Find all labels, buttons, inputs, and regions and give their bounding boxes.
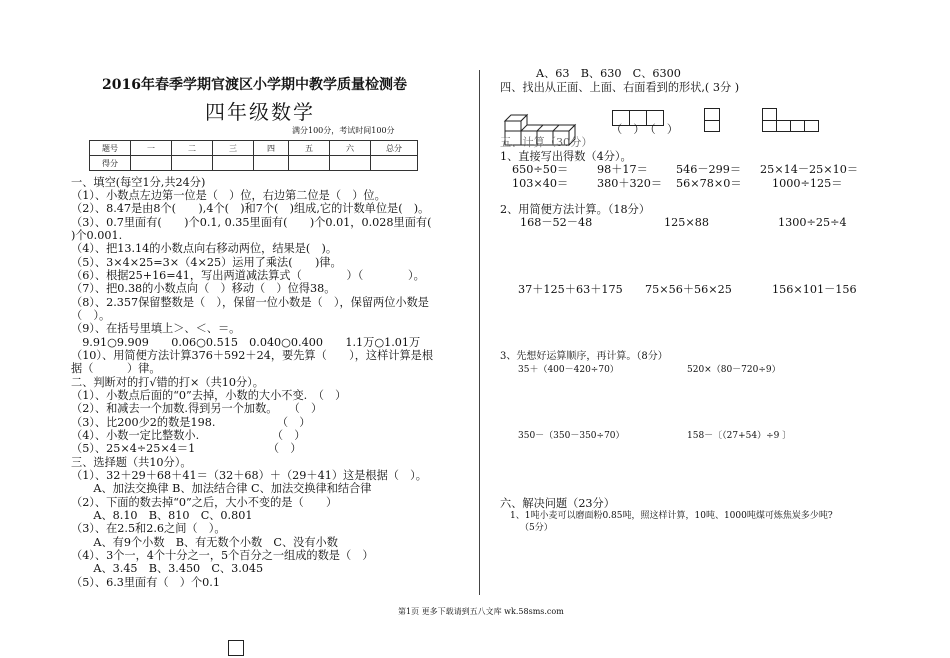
question-line: （1）、小数点左边第一位是（ ）位，右边第二位是（ ）位。: [71, 189, 386, 202]
exam-meta: 满分100分，考试时间100分: [292, 126, 395, 135]
question-line: （3）、在2.5和2.6之间（ ）。: [71, 522, 226, 535]
question-line: （1）、32＋29＋68＋41＝（32＋68）＋（29＋41）这是根据（ ）。: [71, 469, 427, 482]
score-cell[interactable]: [172, 156, 213, 171]
question-line: （2）、8.47是由8个( ),4个( )和7个( )组成,它的计数单位是( )。: [71, 202, 430, 215]
shape-cell: [804, 120, 819, 132]
question-line: A、有9个小数 B、有无数个小数 C、没有小数: [71, 536, 338, 549]
order-calc-heading: 3、先想好运算顺序，再计算。（8分）: [500, 351, 668, 362]
question-line: （5）、25×4÷25×4＝1 （ ）: [71, 442, 302, 455]
score-table-score-row: [90, 156, 418, 171]
question-line: （6）、根据25+16=41，写出两道减法算式（ ）（ ）。: [71, 269, 425, 282]
calc-item: 35＋（400－420÷70）: [518, 365, 619, 375]
question-line: 9.91○9.909 0.06○0.515 0.040○0.400 1.1万○1.01万: [71, 336, 421, 349]
question-line: （10）、用简便方法计算376＋592＋24，要先算（ ），这样计算是根: [71, 349, 434, 362]
question-line: )个0.001.: [71, 229, 123, 242]
question-line: （2）、下面的数去掉“0”之后，大小不变的是（ ）: [71, 496, 338, 509]
score-cell[interactable]: [371, 156, 418, 171]
shape-cell: [776, 120, 791, 132]
calc-item: 350－（350－350÷70）: [518, 431, 625, 441]
question-line: （1）、小数点后面的“0”去掉，小数的大小不变. （ ）: [71, 389, 347, 402]
section-5-heading: 五、计算（30分）: [500, 136, 593, 149]
question-line: （4）、小数一定比整数小. （ ）: [71, 429, 306, 442]
score-cell[interactable]: [131, 156, 172, 171]
section-1-heading: 一、填空(每空1分,共24分): [71, 176, 206, 189]
calc-item: 546－299＝: [676, 163, 742, 176]
column-divider: [479, 70, 480, 595]
choice-options: A、63 B、630 C、6300: [536, 67, 681, 80]
view-answer-blanks: （ ） （ ）: [611, 123, 679, 136]
question-line: 据（ ）律。: [71, 362, 161, 375]
question-line: A、加法交换律 B、加法结合律 C、加法交换律和结合律: [71, 482, 372, 495]
table-cell: 五: [289, 141, 330, 156]
question-line: （9）、在括号里填上＞、＜、＝。: [71, 322, 241, 335]
score-table: [89, 140, 418, 171]
simple-calc-heading: 2、用简便方法计算。（18分）: [500, 203, 651, 216]
table-cell: 得分: [90, 156, 131, 171]
table-cell: 三: [213, 141, 254, 156]
word-problem-points: （5分）: [520, 523, 553, 533]
calc-item: 168－52－48: [520, 216, 593, 229]
calc-item: 37＋125＋63＋175: [518, 283, 623, 296]
question-line: （2）、和减去一个加数.得到另一个加数。 （ ）: [71, 402, 323, 415]
section-6-heading: 六、解决问题（23分）: [500, 497, 615, 510]
shape-cell: [762, 120, 777, 132]
calc-item: 158－〔（27+54）÷9 〕: [687, 431, 792, 441]
table-cell: 六: [330, 141, 371, 156]
calc-item: 75×56＋56×25: [645, 283, 732, 296]
section-4-heading: 四、找出从正面、上面、右面看到的形状,( 3分 ): [500, 81, 740, 94]
question-line: （4）、把13.14的小数点向右移动两位，结果是( )。: [71, 242, 338, 255]
direct-calc-heading: 1、直接写出得数（4分）。: [500, 150, 632, 163]
calc-item: 520×（80－720÷9）: [687, 365, 781, 375]
question-line: （3）、0.7里面有( )个0.1, 0.35里面有( )个0.01，0.028里面有(: [71, 216, 432, 229]
calc-item: 156×101－156: [772, 283, 857, 296]
shape-cell: [704, 120, 720, 132]
shape-cell: [790, 120, 805, 132]
score-table-header-row: [90, 141, 418, 156]
question-line: （5）、6.3里面有（ ）个0.1: [71, 576, 220, 589]
table-cell: 四: [254, 141, 289, 156]
question-line: （ ）。: [71, 309, 111, 322]
score-cell[interactable]: [213, 156, 254, 171]
calc-item: 1000÷125＝: [772, 177, 843, 190]
calc-item: 650÷50＝: [512, 163, 569, 176]
question-line: （3）、比200少2的数是198. （ ）: [71, 416, 311, 429]
question-line: A、8.10 B、810 C、0.801: [71, 509, 253, 522]
score-cell[interactable]: [330, 156, 371, 171]
page-footer: 第1页 更多下载请到五八文库 wk.58sms.com: [398, 607, 564, 616]
table-cell: 总分: [371, 141, 418, 156]
question-line: （4）、3个一，4个十分之一，5个百分之一组成的数是（ ）: [71, 549, 374, 562]
table-cell: 一: [131, 141, 172, 156]
question-line: （7）、把0.38的小数点向（ ）移动（ ）位得38。: [71, 282, 336, 295]
calc-item: 103×40＝: [512, 177, 569, 190]
calc-item: 56×78×0＝: [676, 177, 742, 190]
section-2-heading: 二、判断对的打√错的打×（共10分）。: [71, 376, 264, 389]
exam-subject: 四年级数学: [205, 100, 315, 124]
table-cell: 题号: [90, 141, 131, 156]
footer-box: [228, 640, 244, 656]
calc-item: 98＋17＝: [597, 163, 648, 176]
table-cell: 二: [172, 141, 213, 156]
section-3-heading: 三、选择题（共10分）。: [71, 456, 192, 469]
calc-item: 125×88: [664, 216, 709, 229]
exam-title: 2016年春季学期官渡区小学期中教学质量检测卷: [102, 77, 407, 93]
score-cell[interactable]: [289, 156, 330, 171]
calc-item: 380＋320＝: [597, 177, 663, 190]
question-line: （8）、2.357保留整数是（ ），保留一位小数是（ ），保留两位小数是: [71, 296, 429, 309]
question-line: （5）、3×4×25=3×（4×25）运用了乘法( )律。: [71, 256, 342, 269]
score-cell[interactable]: [254, 156, 289, 171]
word-problem: 1、1吨小麦可以磨面粉0.85吨，照这样计算，10吨、1000吨煤可炼焦炭多少吨?: [510, 511, 833, 521]
calc-item: 25×14－25×10＝: [760, 163, 859, 176]
question-line: A、3.45 B、3.450 C、3.045: [71, 562, 264, 575]
calc-item: 1300÷25÷4: [778, 216, 847, 229]
